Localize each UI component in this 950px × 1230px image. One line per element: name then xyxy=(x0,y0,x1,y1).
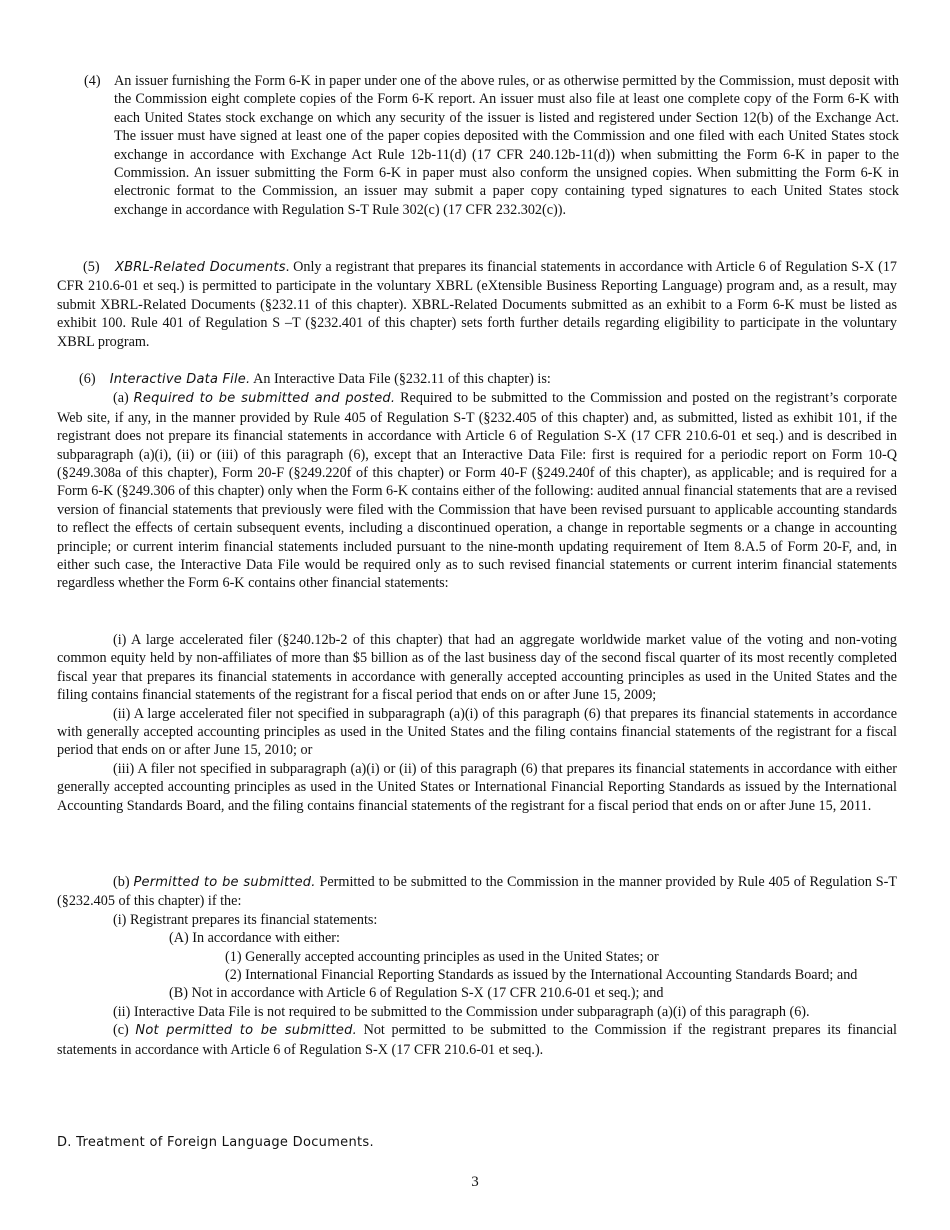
paragraph-6b-intro xyxy=(57,873,897,911)
paragraph-6b-text: Permitted to be submitted to the Commission in the manner provided by Rule 405 of Regulation S-T (§232.405 of this chapter) if the: xyxy=(57,874,898,910)
paragraph-6 xyxy=(57,370,897,593)
paragraph-6a xyxy=(57,389,897,592)
paragraph-6b-i: (i) Registrant prepares its financial statements: xyxy=(113,911,378,928)
section-d-heading: D. Treatment of Foreign Language Documents. xyxy=(57,1135,374,1150)
paragraph-6a-iii: (iii) A filer not specified in subparagraph (a)(i) or (ii) of this paragraph (6) that prepares its financial statements in accordance with either generally accepted accounting principles as used in the United States or International Financial Reporting Standards as issued by the International Accounting Standards Board, and the filing contains financial statements of the registrant for a fiscal period that ends on or after June 15, 2011. xyxy=(57,760,897,814)
paragraph-6b-ii: (ii) Interactive Data File is not required to be submitted to the Commission under subparagraph (a)(i) of this paragraph (6). xyxy=(113,1003,810,1020)
paragraph-6b xyxy=(57,873,897,1059)
paragraph-6b-i-A-2: (2) International Financial Reporting Standards as issued by the International Accounting Standards Board; and xyxy=(225,967,858,984)
paragraph-6-intro xyxy=(57,370,897,389)
page-number: 3 xyxy=(471,1174,479,1190)
paragraph-5-text xyxy=(57,258,897,351)
paragraph-6c-text: Not permitted to be submitted to the Commission if the registrant prepares its financial statements in accordance with Article 6 of Regulation S-X (17 CFR 210.6-01 et seq.). xyxy=(57,1022,897,1058)
paragraph-6a-ii: (ii) A large accelerated filer not specified in subparagraph (a)(i) of this paragraph (6) that prepares its financial statements in accordance with generally accepted accounting principles as used in the United States and the filing contains financial statements of the registrant for a fiscal period that ends on or after June 15, 2010; or xyxy=(57,705,897,759)
paragraph-6a-i: (i) A large accelerated filer (§240.12b-2 of this chapter) that had an aggregate worldwide market value of the voting and non-voting common equity held by non-affiliates of more than $5 billion as of the last business day of the second fiscal quarter of its most recently completed fiscal year that prepares its financial statements in accordance with generally accepted accounting principles as used in the United States and the filing contains financial statements of the registrant for a fiscal period that ends on or after June 15, 2009; xyxy=(57,632,897,704)
paragraph-6c xyxy=(57,1021,897,1059)
paragraph-6-intro-text: An Interactive Data File (§232.11 of this chapter) is: xyxy=(250,371,551,387)
paragraph-6b-i-A-1: (1) Generally accepted accounting principles as used in the United States; or xyxy=(225,948,659,965)
paragraph-6a-title: Required to be submitted and posted. xyxy=(133,391,396,407)
paragraph-6a-text: Required to be submitted to the Commission and posted on the registrant’s corporate Web site, if any, in the manner provided by Rule 405 of Regulation S-T (§232.405 of this chapter) and, as submitted, listed as exhibit 101, if the registrant does not prepare its financial statements in accordance with Article 6 of Regulation S-X (17 CFR 210.6-01 et seq.) and is described in subparagraph (a)(i), (ii) or (iii) of this paragraph (6), except that an Interactive Data File: first is required for a periodic report on Form 10-Q (§249.308a of this chapter), Form 20-F (§249.220f of this chapter) or Form 40-F (§249.240f of this chapter), as applicable; and is required for a Form 6-K (§249.306 of this chapter) only when the Form 6-K contains either of the following: audited annual financial statements that are a revised version of financial statements that previously were filed with the Commission that have been revised pursuant to applicable accounting standards to reflect the effects of certain subsequent events, including a discontinued operation, a change in reportable segments or a change in accounting principle; or current interim financial statements included pursuant to the nine-month updating requirement of Item 8.A.5 of Form 20-F, and, in either such case, the Interactive Data File would be required only as to such revised financial statements or current interim financial statements regardless whether the Form 6-K contains other financial statements: xyxy=(57,390,898,592)
paragraph-5-number: (5) xyxy=(83,259,100,275)
paragraph-5-title: XBRL-Related Documents xyxy=(115,260,286,275)
paragraph-5-body: . Only a registrant that prepares its financial statements in accordance with Article 6 of Regulation S-X (17 CFR 210.6-01 et seq.) is permitted to participate in the voluntary XBRL (eXtensible Business Reporting Language) program and, as a result, may submit XBRL-Related Documents (§232.11 of this chapter). XBRL-Related Documents submitted as an exhibit to a Form 6-K must be listed as exhibit 100. Rule 401 of Regulation S –T (§232.401 of this chapter) sets forth further details regarding eligibility to participate in the voluntary XBRL program. xyxy=(57,259,898,350)
paragraph-4 xyxy=(84,72,899,219)
paragraph-6b-label: (b) xyxy=(113,874,134,890)
paragraph-4-number: (4) xyxy=(84,73,101,89)
paragraph-6b-i-A: (A) In accordance with either: xyxy=(169,930,340,947)
paragraph-6-title: Interactive Data File. xyxy=(109,372,251,387)
paragraph-6b-title: Permitted to be submitted. xyxy=(133,875,316,890)
paragraph-6c-label: (c) xyxy=(113,1022,136,1039)
paragraph-6-number: (6) xyxy=(79,371,96,387)
paragraph-6a-subitems xyxy=(57,631,897,815)
paragraph-5 xyxy=(57,258,897,351)
paragraph-6c-title: Not permitted to be submitted. xyxy=(135,1023,357,1039)
paragraph-6a-label: (a) xyxy=(113,390,134,407)
paragraph-4-text: An issuer furnishing the Form 6-K in paper under one of the above rules, or as otherwise permitted by the Commission, must deposit with the Commission eight complete copies of the Form 6-K report. An issuer must also file at least one complete copy of the Form 6-K with each United States stock exchange on which any security of the issuer is listed and registered under Section 12(b) of the Exchange Act. The issuer must have signed at least one of the paper copies deposited with the Commission and one filed with each United States stock exchange in accordance with Exchange Act Rule 12b-11(d) (17 CFR 240.12b-11(d)) when submitting the Form 6-K in paper to the Commission. An issuer submitting the Form 6-K in paper must also conform the unsigned copies. When submitting the Form 6-K in electronic format to the Commission, an issuer may submit a paper copy containing typed signatures to each United States stock exchange in accordance with Regulation S-T Rule 302(c) (17 CFR 232.302(c)). xyxy=(114,73,899,218)
paragraph-6b-i-B: (B) Not in accordance with Article 6 of Regulation S-X (17 CFR 210.6-01 et seq.); and xyxy=(169,985,664,1002)
